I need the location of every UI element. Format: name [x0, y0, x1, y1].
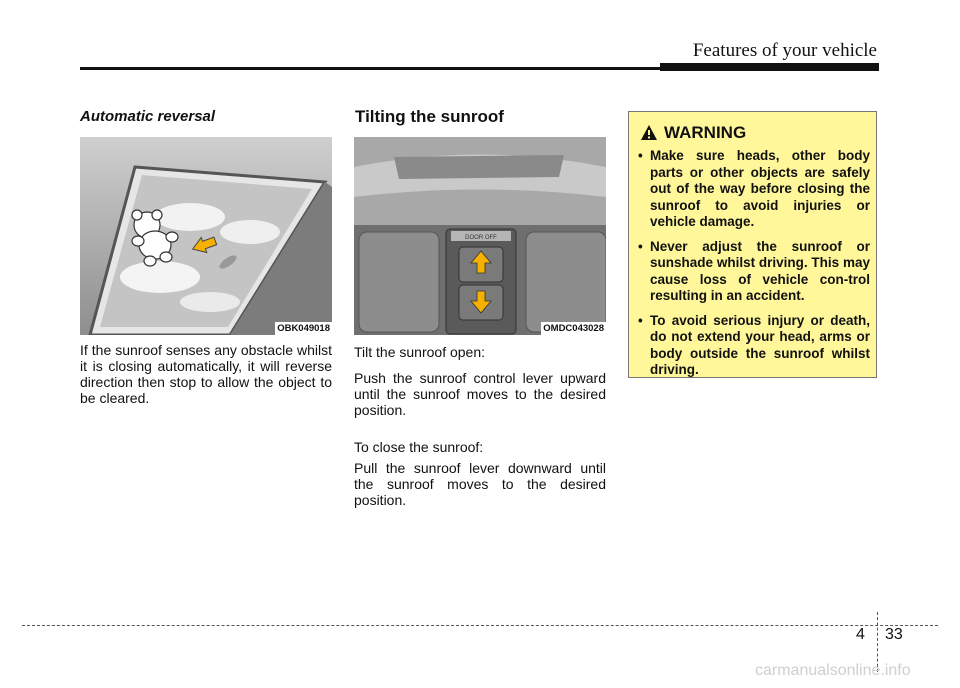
sunroof-obstacle-illustration	[80, 137, 332, 335]
header-tab	[660, 63, 879, 71]
warning-item-text: To avoid serious injury or death, do not extend your head, arms or body outside the sunroof whilst driving.	[650, 312, 870, 377]
automatic-reversal-heading: Automatic reversal	[80, 108, 216, 125]
warning-item	[638, 313, 870, 379]
bullet: •	[638, 312, 643, 328]
warning-item	[638, 148, 870, 231]
footer-dashed-rule	[22, 625, 938, 626]
warning-box	[628, 111, 877, 378]
warning-triangle-icon	[640, 124, 658, 141]
warning-title: WARNING	[664, 123, 747, 142]
warning-item-text: Make sure heads, other body parts or other objects are safely out of the way before closing the sunroof to avoid injuries or vehicle damage.	[650, 148, 870, 229]
sunroof-obstacle-figure	[80, 137, 332, 335]
watermark: carmanualsonline.info	[755, 662, 911, 679]
bullet: •	[638, 238, 643, 254]
section-number: 4	[856, 626, 865, 643]
figure-code-omdc043028: OMDC043028	[543, 323, 604, 334]
section-title: Features of your vehicle	[692, 40, 877, 61]
tilting-sunroof-heading: Tilting the sunroof	[355, 107, 504, 126]
bullet: •	[638, 148, 643, 163]
tilt-open-label: Tilt the sunroof open:	[354, 344, 486, 360]
warning-list	[638, 148, 870, 387]
warning-item-text: Never adjust the sunroof or sunshade whilst driving. This may cause loss of vehicle con-trol resulting in an accident.	[650, 238, 870, 303]
sunroof-switch-illustration	[354, 137, 606, 335]
figure-code-obk049018: OBK049018	[277, 323, 330, 334]
automatic-reversal-paragraph: If the sunroof senses any obstacle whilst it is closing automatically, it will reverse direction then stop to allow the object to be cleared.	[80, 342, 332, 406]
door-off-label: DOOR OFF	[465, 235, 497, 241]
close-sunroof-label: To close the sunroof:	[354, 439, 484, 455]
tilt-open-instruction: Push the sunroof control lever upward until the sunroof moves to the desired position.	[354, 370, 606, 418]
warning-item	[638, 239, 870, 305]
sunroof-switch-figure	[354, 137, 606, 335]
close-sunroof-instruction: Pull the sunroof lever downward until the sunroof moves to the desired position.	[354, 460, 606, 508]
page-number: 33	[885, 626, 903, 643]
